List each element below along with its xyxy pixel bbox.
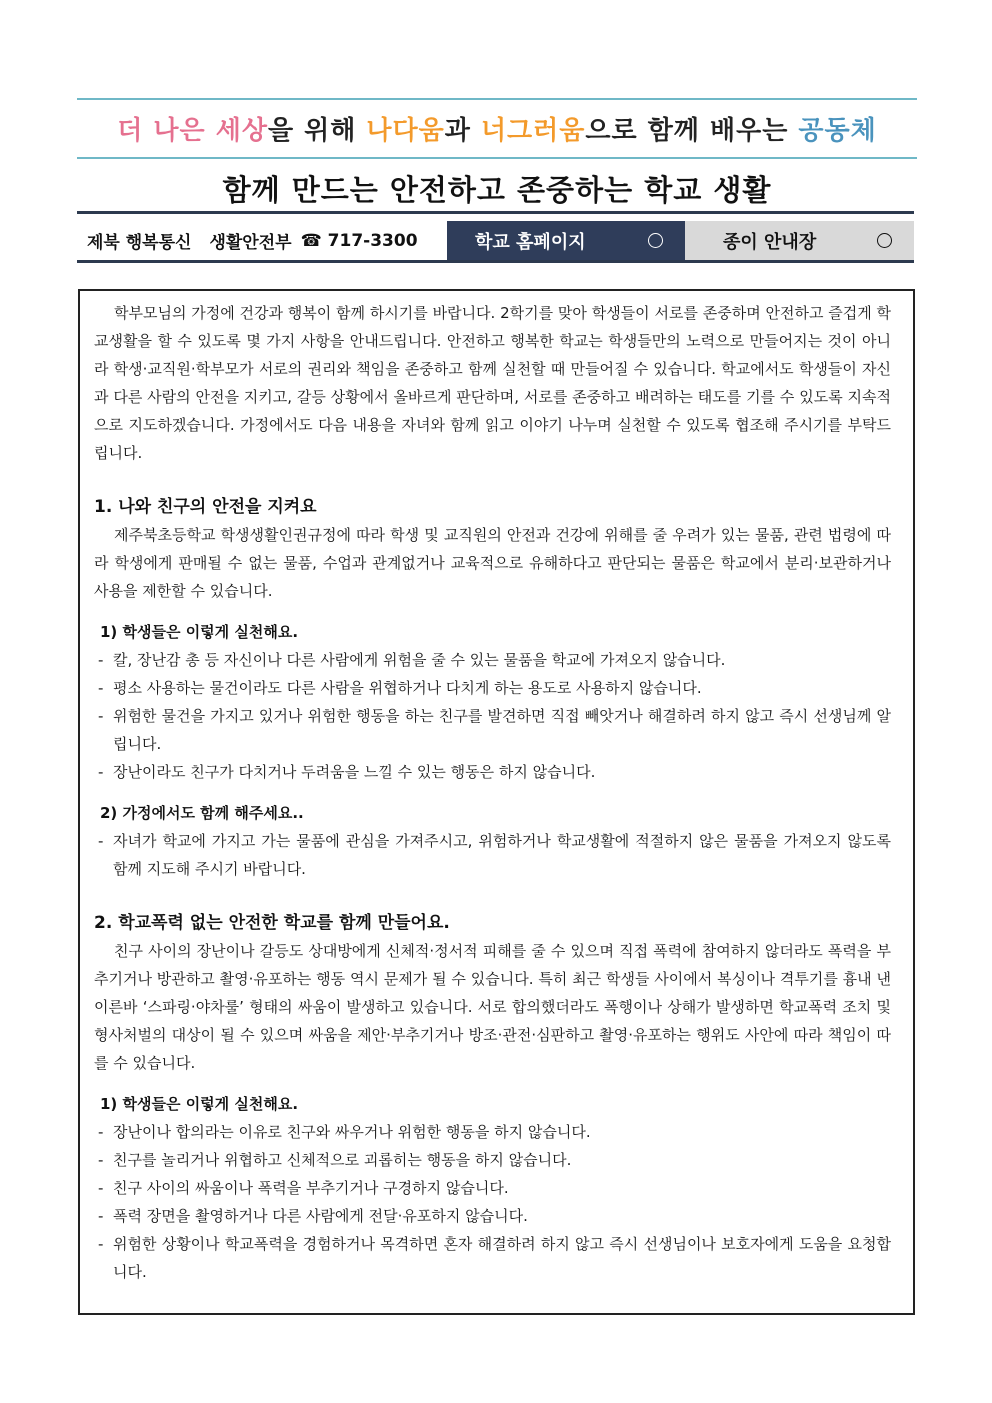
section-1-family-subheading: 2) 가정에서도 함께 해주세요.. [100,804,304,822]
list-item: - 평소 사용하는 물건이라도 다른 사람을 위협하거나 다치게 하는 용도로 사용하지 않습니다. [98,674,891,702]
list-item: - 장난이나 합의라는 이유로 친구와 싸우거나 위험한 행동을 하지 않습니다. [98,1118,891,1146]
motto-part: 으로 함께 배우는 [585,116,799,146]
list-item: - 장난이라도 친구가 다치거나 두려움을 느낄 수 있는 행동은 하지 않습니다. [98,758,891,786]
list-item: - 자녀가 학교에 가지고 가는 물품에 관심을 가져주시고, 위험하거나 학교생활에 적절하지 않은 물품을 가져오지 않도록 함께 지도해 주시기 바랍니다. [98,827,891,883]
motto-part: 더 나은 세상 [117,116,268,146]
motto-part: 을 위해 [267,116,367,146]
title-divider [77,211,914,214]
info-bar [77,221,914,263]
motto-part: 과 [444,116,481,146]
phone-number: ☎ 717-3300 [300,230,418,251]
motto-part: 나다움 [366,116,445,146]
section-1-student-subheading: 1) 학생들은 이렇게 실천해요. [100,623,299,641]
list-item: - 친구를 놀리거나 위협하고 신체적으로 괴롭히는 행동을 하지 않습니다. [98,1146,891,1174]
department-name: 생활안전부 [209,233,292,253]
motto-part: 너그러움 [480,116,586,146]
list-item: - 친구 사이의 싸움이나 폭력을 부추기거나 구경하지 않습니다. [98,1174,891,1202]
newsletter-name: 제북 행복통신 [87,233,192,253]
newsletter-info [77,221,447,260]
list-item: - 폭력 장면을 촬영하거나 다른 사람에게 전달·유포하지 않습니다. [98,1202,891,1230]
homepage-option[interactable] [447,221,685,260]
section-2-student-subheading: 1) 학생들은 이렇게 실천해요. [100,1095,299,1113]
section-2-student-list [94,1118,891,1286]
page-title: 함께 만드는 안전하고 존중하는 학교 생활 [222,173,772,207]
school-motto-banner [77,98,917,159]
paper-notice-label: 종이 안내장 [723,231,817,253]
section-2-body: 친구 사이의 장난이나 갈등도 상대방에게 신체적·정서적 피해를 줄 수 있으며 직접 폭력에 참여하지 않더라도 폭력을 부추기거나 방관하고 촬영·유포하는 행동 역시 문제가 될 수 있습니다. 특히 최근 학생들 사이에서 복싱이나 격투기를 흉내 낸 이른바 ‘스파링·야차룰’ 형태의 싸움이 발생하고 있습니다. 서로 합의했더라도 폭행이나 상해가 발생하면 학교폭력 조치 및 형사처벌의 대상이 될 수 있으며 싸움을 제안·부추기거나 방조·관전·심판하고 촬영·유포하는 행위도 사안에 따라 책임이 따를 수 있습니다. [94,942,891,1072]
list-item: - 칼, 장난감 총 등 자신이나 다른 사람에게 위험을 줄 수 있는 물품을 학교에 가져오지 않습니다. [98,646,891,674]
list-item: - 위험한 상황이나 학교폭력을 경험하거나 목격하면 혼자 해결하려 하지 않고 즉시 선생님이나 보호자에게 도움을 요청합니다. [98,1230,891,1286]
list-item: - 위험한 물건을 가지고 있거나 위험한 행동을 하는 친구를 발견하면 직접 빼앗거나 해결하려 하지 않고 즉시 선생님께 알립니다. [98,702,891,758]
section-1-student-list [94,646,891,786]
section-2-heading: 2. 학교폭력 없는 안전한 학교를 함께 만들어요. [94,913,450,933]
paper-notice-check-circle[interactable] [877,233,892,248]
section-1-heading: 1. 나와 친구의 안전을 지켜요 [94,497,317,517]
motto-part: 공동체 [798,116,877,146]
paper-notice-option[interactable] [685,221,914,260]
homepage-check-circle[interactable] [648,233,663,248]
intro-paragraph: 학부모님의 가정에 건강과 행복이 함께 하시기를 바랍니다. 2학기를 맞아 학생들이 서로를 존중하며 안전하고 즐겁게 학교생활을 할 수 있도록 몇 가지 사항을 안내드립니다. 안전하고 행복한 학교는 학생들만의 노력으로 만들어지는 것이 아니라 학생·교직원·학부모가 서로의 권리와 책임을 존중하고 함께 실천할 때 만들어질 수 있습니다. 학교에서도 학생들이 자신과 다른 사람의 안전을 지키고, 갈등 상황에서 올바르게 판단하며, 서로를 존중하고 배려하는 태도를 기를 수 있도록 지속적으로 지도하겠습니다. 가정에서도 다음 내용을 자녀와 함께 읽고 이야기 나누며 실천할 수 있도록 협조해 주시기를 부탁드립니다. [94,304,891,462]
section-1-family-list [94,827,891,883]
homepage-label: 학교 홈페이지 [475,231,586,253]
notice-content [78,289,915,1315]
section-1-body: 제주북초등학교 학생생활인권규정에 따라 학생 및 교직원의 안전과 건강에 위해를 줄 우려가 있는 물품, 관련 법령에 따라 학생에게 판매될 수 없는 물품, 수업과 관계없거나 교육적으로 유해하다고 판단되는 물품은 학교에서 분리·보관하거나 사용을 제한할 수 있습니다. [94,526,891,600]
